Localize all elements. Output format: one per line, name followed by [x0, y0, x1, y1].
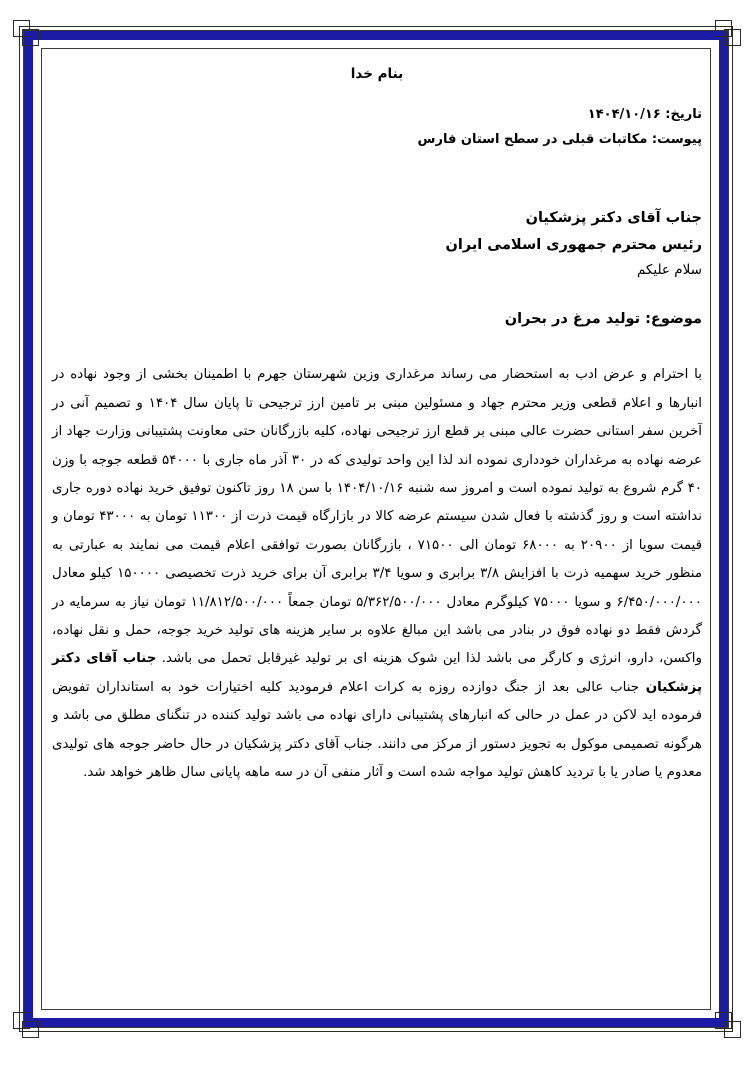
corner-knot-bottom-left-icon: [13, 1012, 39, 1038]
corner-knot-bottom-right-icon: [715, 1012, 741, 1038]
addressee-title: رئیس محترم جمهوری اسلامی ایران: [445, 236, 702, 253]
basmala-heading: بنام خدا: [350, 66, 404, 82]
body-paragraph: [52, 361, 702, 787]
body-emphasis-addressee: جناب آقای دکتر پزشکیان: [52, 651, 702, 695]
letter-body: [52, 361, 702, 787]
addressee-name: جناب آقای دکتر پزشکیان: [525, 209, 702, 226]
attachment-line: پیوست: مکاتبات قبلی در سطح استان فارس: [417, 132, 702, 148]
corner-knot-top-left-icon: [13, 20, 39, 46]
greeting-line: سلام علیکم: [636, 262, 702, 279]
date-line: تاریخ: ۱۴۰۴/۱۰/۱۶: [587, 107, 702, 122]
body-part-one: با احترام و عرض ادب به استحضار می رساند مرغداری وزین شهرستان جهرم با اطمینان بخشی از وجود نهاده در انبارها و اعلام قطعی وزیر محترم جهاد و مسئولین مبنی بر تامین ارز ترجیحی تا پایان سال ۱۴۰۴ و تصمیم آنی در آخرین سفر استانی حضرت عالی مبنی بر قطع ارز ترجیحی نهاده، کلیه بازرگانان حتی معاونت پشتیبانی وزارت جهاد از عرضه نهاده به مرغداران خودداری نموده اند لذا این واحد تولیدی که در ۳۰ آذر ماه جاری با ۵۴۰۰۰ قطعه جوجه با وزن ۴۰ گرم شروع به تولید نموده است و امروز سه شنبه ۱۴۰۴/۱۰/۱۶ با سن ۱۸ روز تاکنون توفیق خرید نهاده دوره جاری نداشته است و روز گذشته با فعال شدن سیستم عرضه کالا در بازارگاه قیمت ذرت از ۱۱۳۰۰ تومان به ۴۳۰۰۰ تومان و قیمت سویا از ۲۰۹۰۰ به ۶۸۰۰۰ تومان الی ۷۱۵۰۰ ، بازرگانان بصورت توافقی اعلام قیمت می نمایند به عبارتی به منظور خرید سهمیه ذرت با افزایش ۳/۸ برابری و سویا ۳/۴ برابری آن برای خرید ذرت تخصیصی ۱۵۰۰۰۰ کیلو معادل ۶/۴۵۰/۰۰۰/۰۰۰ و سویا ۷۵۰۰۰ کیلوگرم معادل ۵/۳۶۲/۵۰۰/۰۰۰ تومان جمعاً ۱۱/۸۱۲/۵۰۰/۰۰۰ تومان نیاز به سرمایه در گردش فقط دو نهاده فوق در بنادر می باشد این مبالغ علاوه بر سایر هزینه های تولید خرید جوجه، حمل و نقل نهاده، واکسن، دارو، انرژی و کارگر می باشد لذا این شوک هزینه ای بر تولید غیرقابل تحمل می باشد.: [52, 367, 702, 667]
subject-line: موضوع: تولید مرغ در بحران: [504, 311, 702, 328]
addressee-block: [52, 205, 702, 284]
body-part-two: جناب عالی بعد از جنگ دوازده روزه به کرات اعلام فرمودید کلیه اختیارات خود به استانداران تفویض فرموده اید لاکن در عمل در حالی که انبارهای پشتیبانی دارای نهاده می باشد تولید کننده در تنگنای مطلق می باشد و هرگونه تصمیمی موکول به تجویز دستور از مرکز می دانند. جناب آقای دکتر پزشکیان در حال حاضر جوجه های تولیدی معدوم یا صادر یا با تردید کاهش تولید مواجه شده است و آثار منفی آن در سه ماهه پایانی سال ظاهر خواهد شد.: [52, 679, 702, 780]
corner-knot-top-right-icon: [715, 20, 741, 46]
letter-meta-block: [52, 102, 702, 153]
letter-content: [52, 48, 702, 1010]
